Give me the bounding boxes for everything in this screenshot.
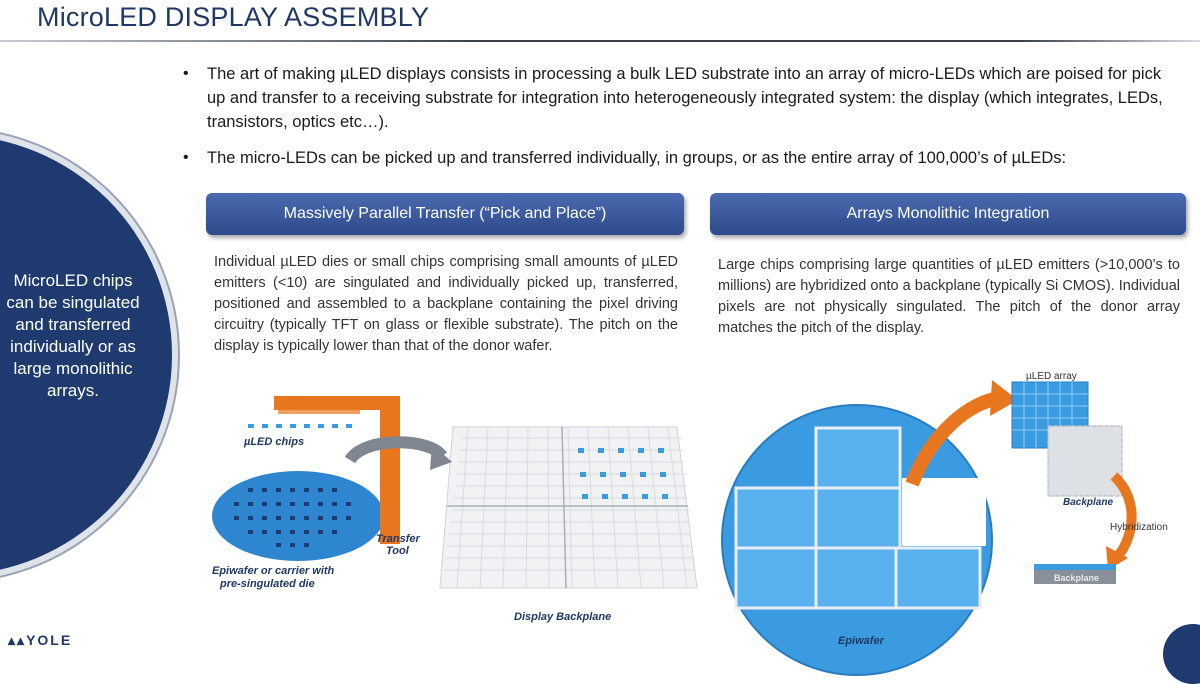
hybridization-label: Hybridization xyxy=(1110,522,1168,533)
epiwafer-label-line: Epiwafer or carrier with xyxy=(212,565,335,577)
logo-text: YOLE xyxy=(26,632,73,648)
bullet-dot-icon: • xyxy=(183,149,189,166)
backplane-label: Backplane xyxy=(1063,497,1114,508)
pick-and-place-description: Individual µLED dies or small chips comprising small amounts of µLED emitters (<10) are singulated and individually picked up, transferred, positioned and assembled to a backplane containing the pixel driving circuitry (typically TFT on glass or flexible substrate). The pitch on the display is typically lower than that of the donor wafer. xyxy=(214,254,678,354)
ulled-array-label: µLED array xyxy=(1026,371,1077,382)
display-backplane-label: Display Backplane xyxy=(514,611,612,623)
epiwafer-label-line: pre-singulated die xyxy=(220,578,315,590)
bullet-list xyxy=(180,62,1180,170)
pick-and-place-illustration xyxy=(200,388,700,628)
backplane-small-label: Backplane xyxy=(1054,573,1100,583)
display-backplane-graphic xyxy=(440,427,697,588)
epiwafer-carrier-label xyxy=(212,565,335,590)
title-divider xyxy=(0,40,1200,42)
page-title: MicroLED DISPLAY ASSEMBLY xyxy=(37,2,430,32)
yole-logo: ▴▴YOLE xyxy=(8,632,73,648)
transfer-tool-label xyxy=(376,533,421,557)
bullet-item xyxy=(180,62,1180,134)
bullet-dot-icon: • xyxy=(183,65,189,82)
pick-and-place-header: Massively Parallel Transfer (“Pick and Place”) xyxy=(206,193,684,235)
bullet-text: The micro-LEDs can be picked up and transferred individually, in groups, or as the entire array of 100,000’s of µLEDs: xyxy=(207,149,1067,167)
ulled-chips-label: µLED chips xyxy=(244,436,305,448)
monolithic-integration-illustration xyxy=(712,362,1200,652)
bullet-text: The art of making µLED displays consists in processing a bulk LED substrate into an array of micro-LEDs which are poised for pick up and transfer to a receiving substrate for integration into heterogeneously integrated system: the display (which integrates, LEDs, transistors, optics etc…). xyxy=(207,65,1163,131)
monolithic-integration-description: Large chips comprising large quantities of µLED emitters (>10,000’s to millions) are hybridized onto a backplane (typically Si CMOS). Individual pixels are not physically singulated. The pitch of the donor array matches the pitch of the display. xyxy=(718,257,1180,336)
transfer-tool-label-line: Tool xyxy=(386,545,409,557)
epiwafer-label: Epiwafer xyxy=(838,635,884,647)
monolithic-integration-header: Arrays Monolithic Integration xyxy=(710,193,1186,235)
transfer-tool-label-line: Transfer xyxy=(376,533,420,545)
bullet-item xyxy=(180,146,1180,170)
sidebar-text: MicroLED chips can be singulated and transferred individually or as large monolithic arrays. xyxy=(6,271,140,400)
